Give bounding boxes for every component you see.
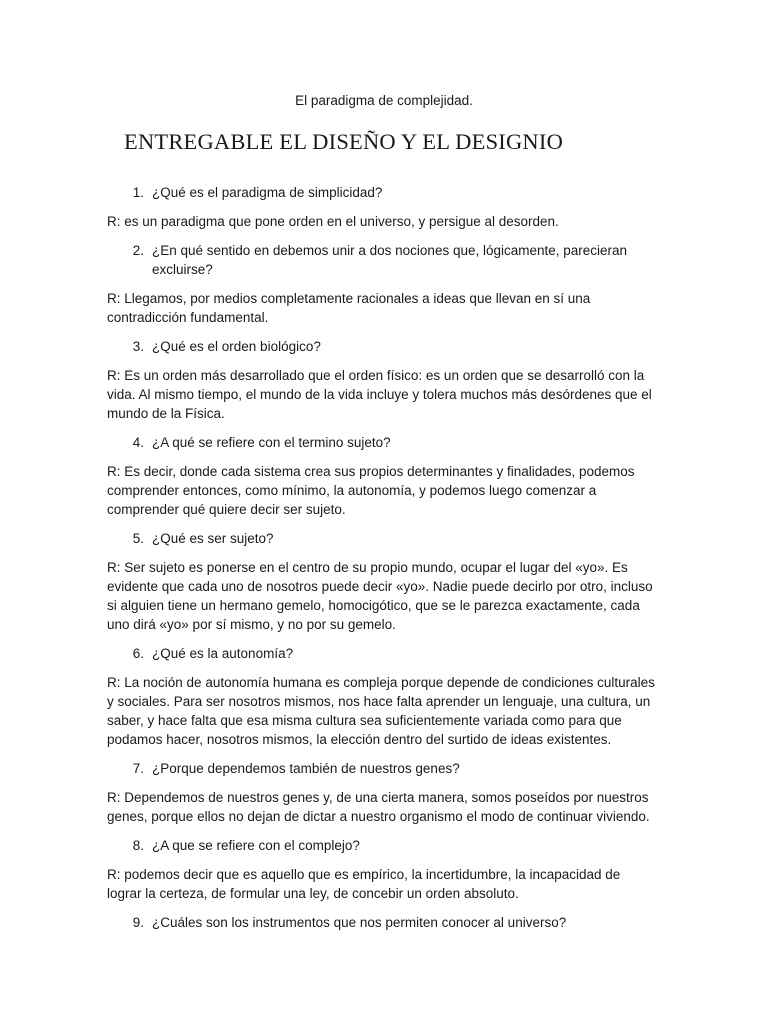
answer-2: R: Llegamos, por medios completamente racionales a ideas que llevan en sí una contradicción fundamental. [107,291,591,325]
question-number: 6. [132,646,144,661]
question-text: ¿Cuáles son los instrumentos que nos permiten conocer al universo? [152,915,567,930]
answer-6: R: La noción de autonomía humana es compleja porque depende de condiciones culturales y sociales. Para ser nosotros mismos, nos hace falta aprender un lenguaje, una cultura, un saber, y hace falta que esa misma cultura sea suficientemente variada como para que podamos hacer, nosotros mismos, la elección dentro del surtido de ideas existentes. [107,675,655,747]
question-text: ¿Qué es el paradigma de simplicidad? [152,185,383,200]
question-6 [107,644,657,663]
question-9 [107,913,657,932]
question-8 [107,836,657,855]
question-number: 4. [132,435,144,450]
question-text: ¿Qué es el orden biológico? [152,339,321,354]
question-7 [107,759,657,778]
answer-7: R: Dependemos de nuestros genes y, de una cierta manera, somos poseídos por nuestros genes, porque ellos no dejan de dictar a nuestro organismo el modo de continuar viviendo. [107,790,650,824]
answer-8: R: podemos decir que es aquello que es empírico, la incertidumbre, la incapacidad de lograr la certeza, de formular una ley, de concebir un orden absoluto. [107,867,621,901]
question-2 [107,241,657,279]
question-text: ¿Porque dependemos también de nuestros genes? [152,761,460,776]
question-number: 9. [132,915,144,930]
question-number: 3. [132,339,144,354]
question-number: 1. [132,185,144,200]
answer-4: R: Es decir, donde cada sistema crea sus propios determinantes y finalidades, podemos comprender entonces, como mínimo, la autonomía, y podemos luego comenzar a comprender qué quiere decir ser sujeto. [107,464,635,517]
question-number: 7. [132,761,144,776]
answer-1: R: es un paradigma que pone orden en el universo, y persigue al desorden. [107,214,559,229]
question-text: ¿En qué sentido en debemos unir a dos nociones que, lógicamente, parecieran excluirse? [152,243,628,277]
question-number: 2. [132,243,144,258]
document-subtitle: El paradigma de complejidad. [295,93,473,108]
question-text: ¿A que se refiere con el complejo? [152,838,360,853]
question-4 [107,433,657,452]
document-heading: ENTREGABLE EL DISEÑO Y EL DESIGNIO [124,129,564,154]
question-3 [107,337,657,356]
question-text: ¿A qué se refiere con el termino sujeto? [152,435,391,450]
answer-3: R: Es un orden más desarrollado que el orden físico: es un orden que se desarrolló con la vida. Al mismo tiempo, el mundo de la vida incluye y tolera muchos más desórdenes que el mundo de la Física. [107,368,652,421]
question-1 [107,183,657,202]
question-text: ¿Qué es ser sujeto? [152,531,274,546]
question-5 [107,529,657,548]
question-answer-list [107,183,657,942]
answer-5: R: Ser sujeto es ponerse en el centro de su propio mundo, ocupar el lugar del «yo». Es evidente que cada uno de nosotros puede decir «yo». Nadie puede decirlo por otro, incluso si alguien tiene un hermano gemelo, homocigótico, que se le parezca exactamente, cada uno dirá «yo» por sí mismo, y no por su gemelo. [107,560,653,632]
question-number: 8. [132,838,144,853]
question-text: ¿Qué es la autonomía? [152,646,294,661]
question-number: 5. [132,531,144,546]
